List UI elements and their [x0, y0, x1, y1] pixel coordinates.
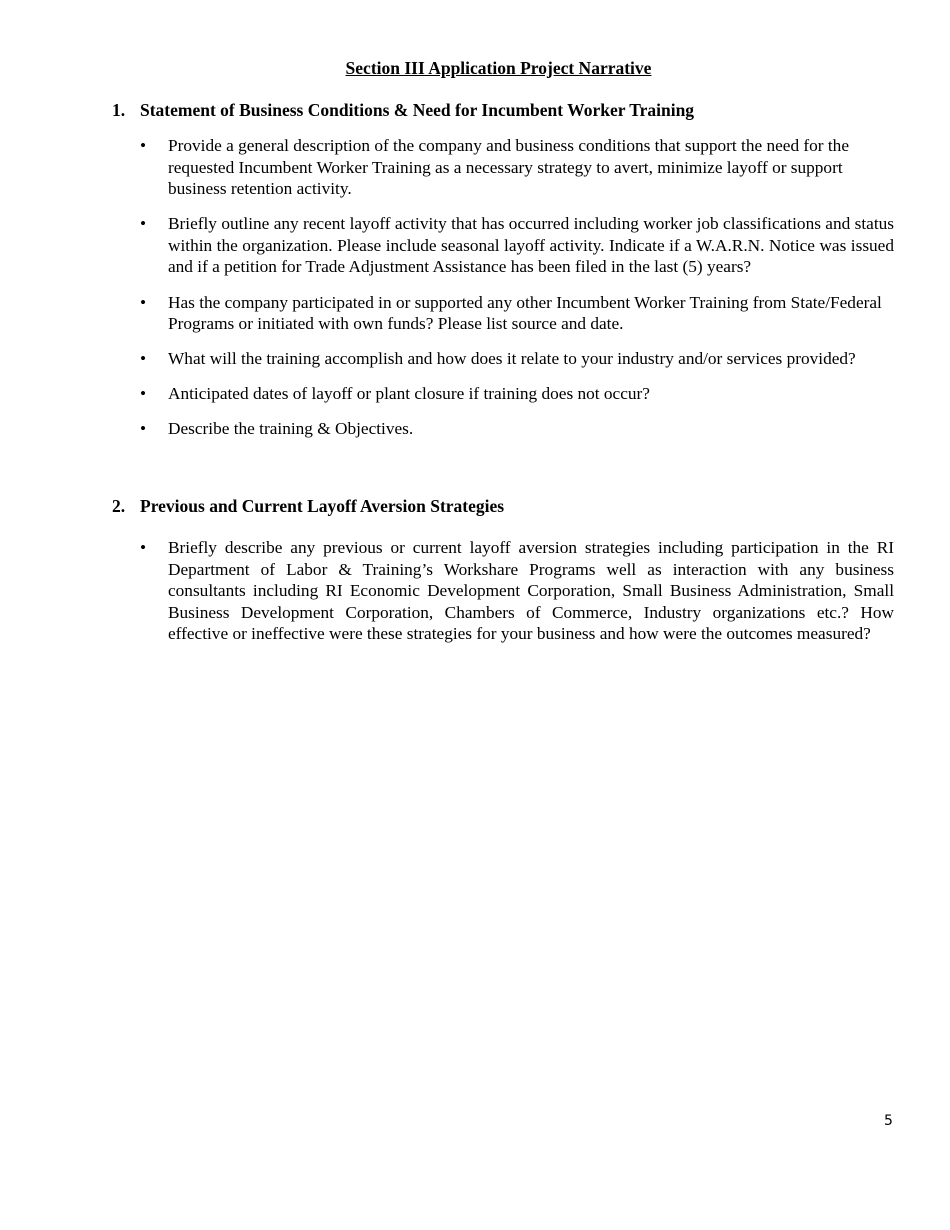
bullet-list-layoff-aversion [140, 537, 894, 658]
bullet-point: • [140, 292, 147, 312]
section-heading-business-conditions [112, 99, 694, 121]
bullet-text: Has the company participated in or supported any other Incumbent Worker Training from State/Federal Programs or initiated with own funds? Please list source and date. [168, 292, 882, 334]
list-item [140, 537, 894, 645]
list-item [140, 213, 894, 278]
bullet-point: • [140, 384, 147, 404]
list-item [140, 418, 894, 440]
bullet-list-business-conditions [140, 135, 894, 454]
list-item [140, 135, 894, 200]
section-number: 1. [112, 100, 126, 120]
list-item [140, 348, 894, 370]
list-item [140, 292, 894, 335]
bullet-text: Briefly describe any previous or current layoff aversion strategies including participation in the RI Department of Labor & Training’s Workshare Programs well as interaction with any business consultants including RI Economic Development Corporation, Small Business Administration, Small Business Development Corporation, Chambers of Commerce, Industry organizations etc.? How effective or ineffective were these strategies for your business and how were the outcomes measured? [168, 538, 894, 644]
bullet-point: • [140, 349, 147, 369]
bullet-point: • [140, 419, 147, 439]
section-number: 2. [112, 496, 126, 516]
bullet-point: • [140, 214, 147, 234]
bullet-point: • [140, 136, 147, 155]
bullet-text: What will the training accomplish and how does it relate to your industry and/or services provided? [168, 349, 856, 369]
bullet-text: Provide a general description of the company and business conditions that support the need for the requested Incumbent Worker Training as a necessary strategy to avert, minimize layoff or support business retention activity. [168, 136, 849, 199]
section-heading-layoff-aversion [112, 495, 504, 517]
bullet-text: Briefly outline any recent layoff activity that has occurred including worker job classifications and status within the organization. Please include seasonal layoff activity. Indicate if a W.A.R.N. Notice was issued and if a petition for Trade Adjustment Assistance has been filed in the last (5) years? [168, 214, 894, 277]
bullet-text: Anticipated dates of layoff or plant closure if training does not occur? [168, 384, 650, 404]
section-title: Statement of Business Conditions & Need for Incumbent Worker Training [140, 100, 695, 120]
list-item [140, 383, 894, 405]
page-title: Section III Application Project Narrative [345, 58, 652, 78]
bullet-point: • [140, 538, 147, 557]
bullet-text: Describe the training & Objectives. [168, 419, 414, 439]
section-title: Previous and Current Layoff Aversion Strategies [140, 496, 505, 516]
page-number: 5 [884, 1113, 893, 1129]
